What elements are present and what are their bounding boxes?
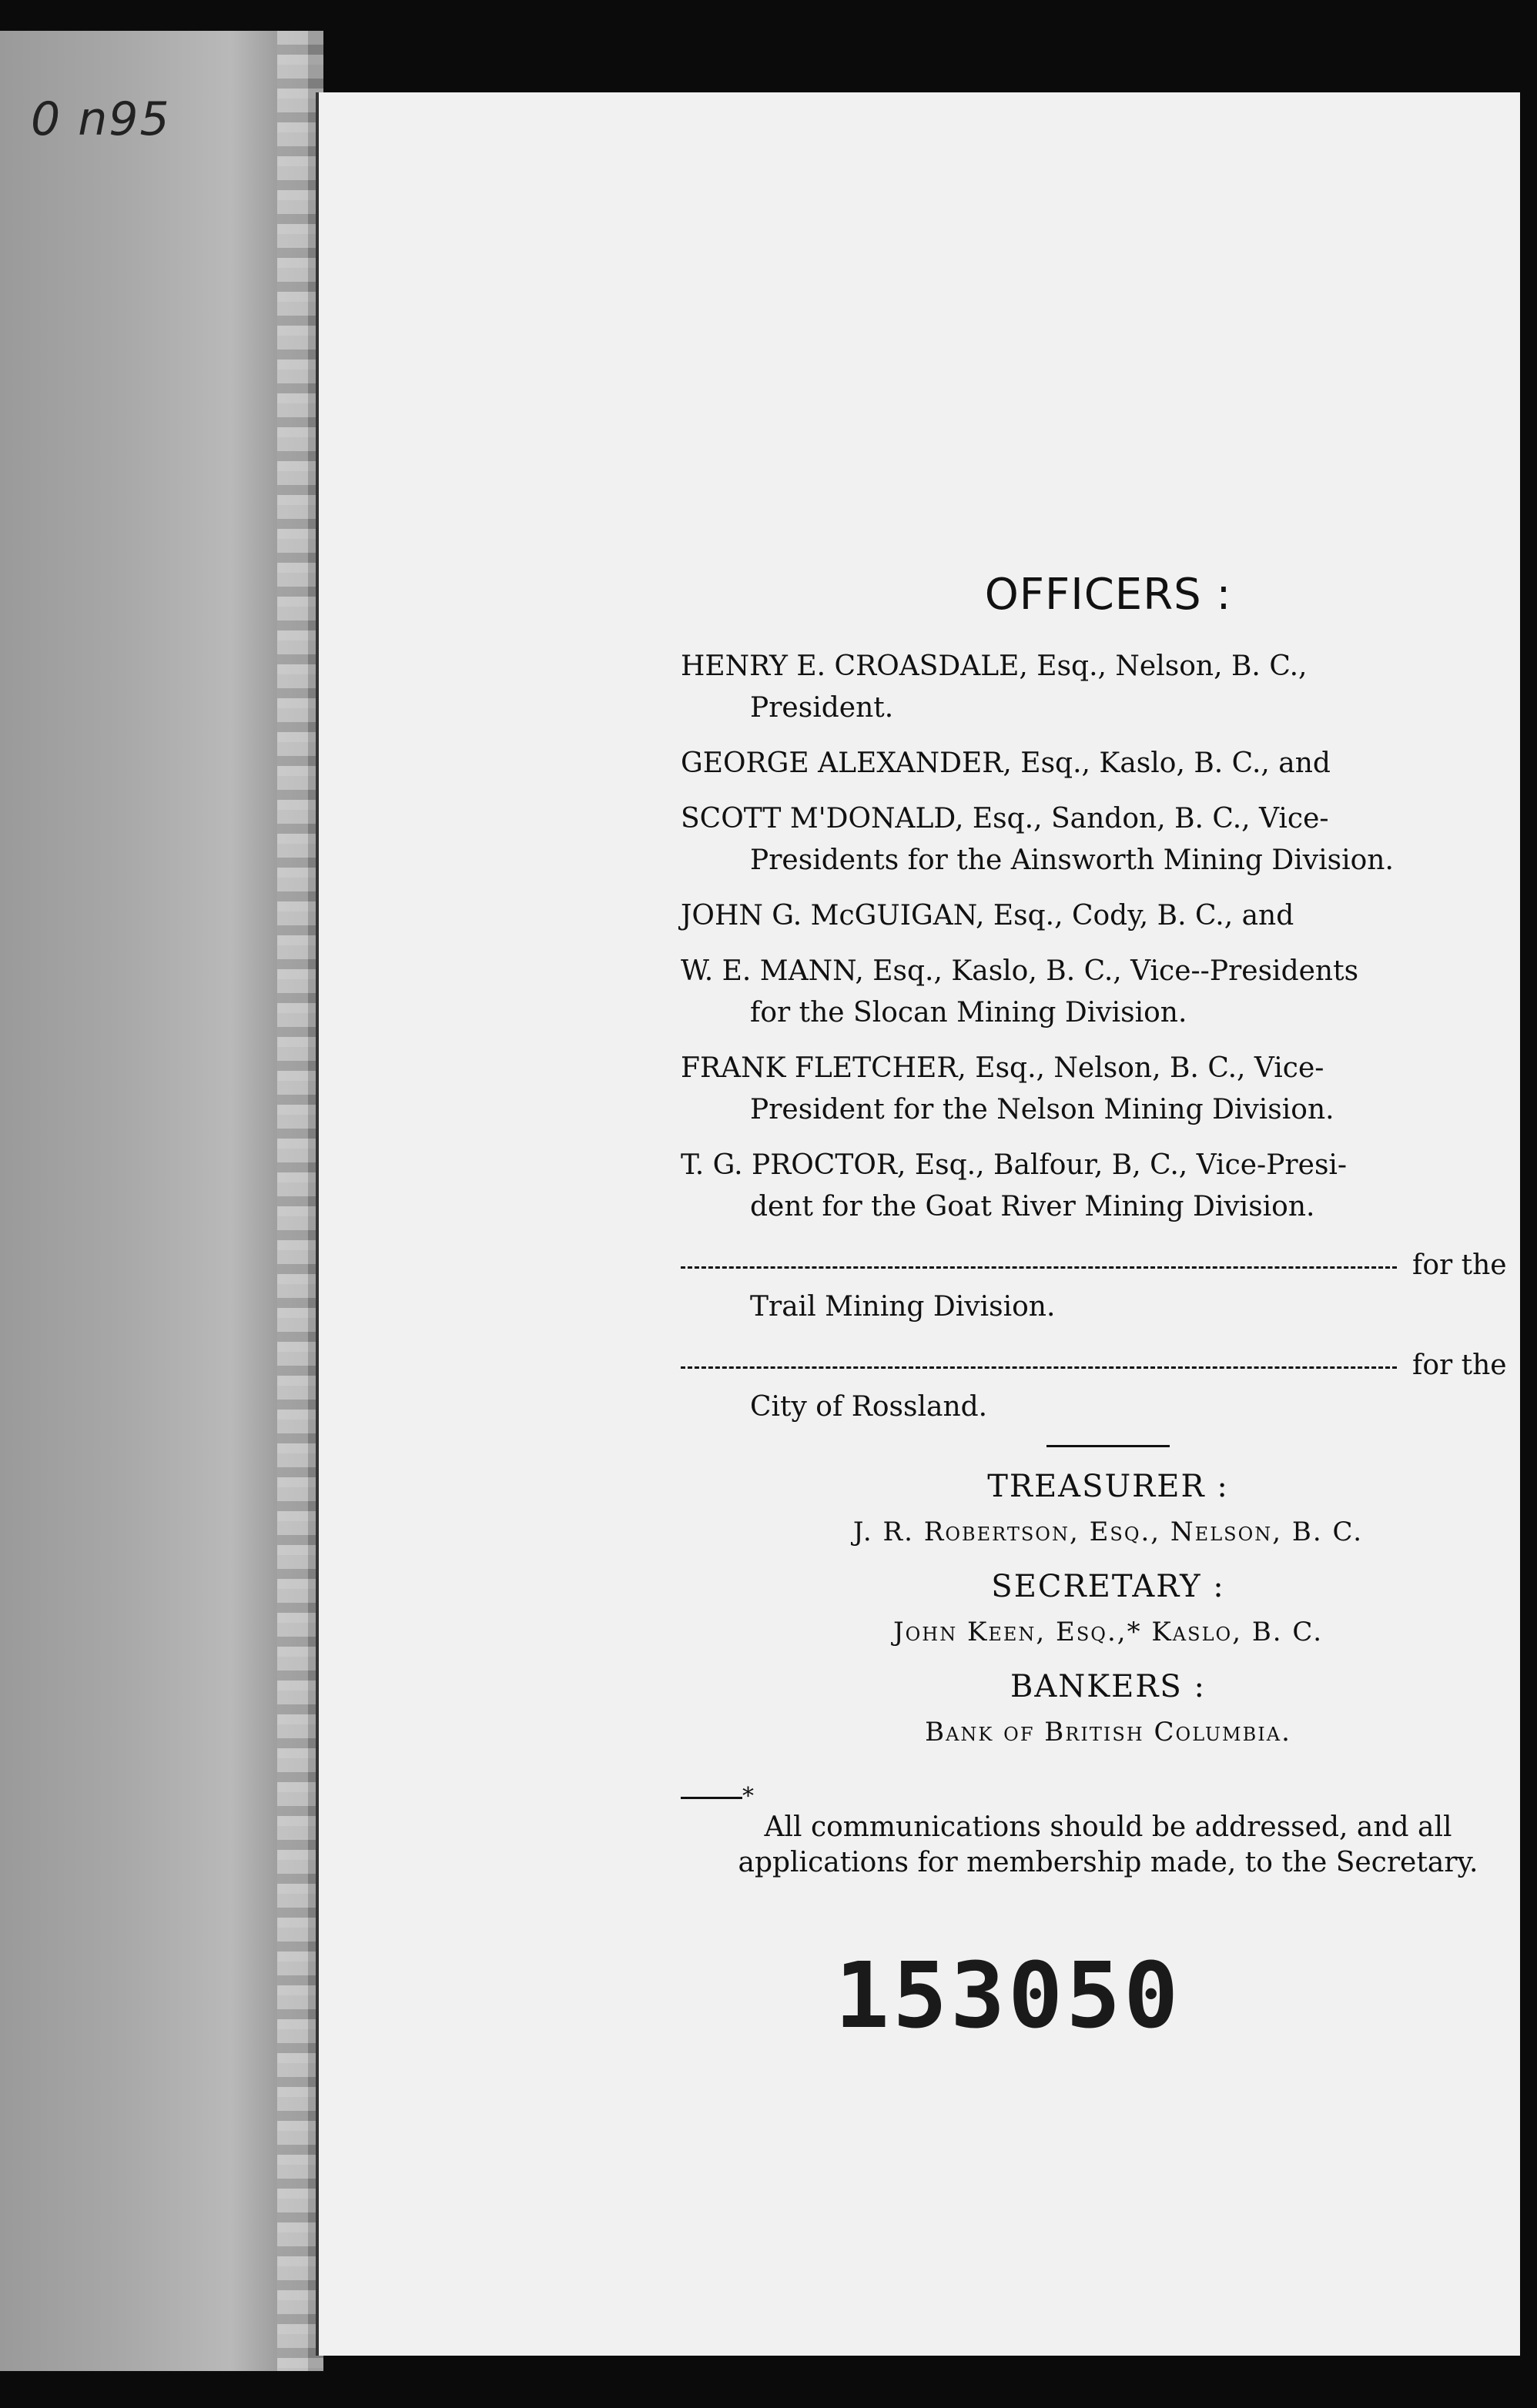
officers-heading: OFFICERS :	[984, 570, 1232, 620]
officer-line: T. G. PROCTOR, Esq., Balfour, B, C., Vice-Presi-	[681, 1149, 1348, 1181]
footnote-marker	[681, 1783, 1535, 1810]
blank-suffix: for the	[1412, 1349, 1507, 1381]
stamped-number: 153050	[835, 1942, 1182, 2048]
handwritten-note: 0 n95	[31, 92, 171, 146]
bankers-name: Bank of British Columbia.	[925, 1717, 1291, 1747]
blank-line-continued: City of Rossland.	[750, 1391, 988, 1423]
officer-line-continued: for the Slocan Mining Division.	[750, 997, 1187, 1028]
blank-dashes	[681, 1266, 1397, 1269]
blank-dashes	[681, 1366, 1397, 1369]
blank-officer-entry	[681, 1345, 1535, 1428]
officer-line-continued: Presidents for the Ainsworth Mining Division.	[750, 844, 1394, 876]
bankers-heading: BANKERS :	[1010, 1669, 1207, 1704]
officer-entry	[681, 1048, 1535, 1131]
officer-line-continued: dent for the Goat River Mining Division.	[750, 1191, 1315, 1222]
officer-line: FRANK FLETCHER, Esq., Nelson, B. C., Vice-	[681, 1052, 1324, 1084]
page-content	[681, 570, 1535, 2048]
footnote-text: All communications should be addressed, and all applications for membership made, to the Secretary.	[738, 1811, 1478, 1878]
officer-entry	[681, 743, 1535, 784]
officer-line-continued: President.	[750, 692, 894, 724]
officer-entry	[681, 895, 1535, 937]
section-divider	[1046, 1445, 1170, 1447]
officer-line: SCOTT M'DONALD, Esq., Sandon, B. C., Vice-	[681, 803, 1329, 834]
officer-line: JOHN G. McGUIGAN, Esq., Cody, B. C., and	[681, 900, 1294, 931]
officer-line: W. E. MANN, Esq., Kaslo, B. C., Vice--Presidents	[681, 955, 1359, 987]
document-page	[316, 92, 1520, 2356]
officer-entry	[681, 798, 1535, 881]
blank-line-continued: Trail Mining Division.	[750, 1291, 1056, 1323]
blank-officer-entry	[681, 1245, 1535, 1328]
treasurer-heading: TREASURER :	[987, 1469, 1229, 1504]
officer-line: HENRY E. CROASDALE, Esq., Nelson, B. C.,	[681, 650, 1308, 682]
secretary-name: John Keen, Esq.,* Kaslo, B. C.	[892, 1617, 1324, 1647]
secretary-heading: SECRETARY :	[991, 1569, 1225, 1604]
officer-line: GEORGE ALEXANDER, Esq., Kaslo, B. C., and	[681, 747, 1331, 779]
footnote-asterisk: *	[742, 1783, 754, 1810]
officer-entry	[681, 951, 1535, 1034]
footnote-rule	[681, 1797, 742, 1799]
torn-cover	[0, 31, 308, 2371]
treasurer-name: J. R. Robertson, Esq., Nelson, B. C.	[852, 1517, 1364, 1547]
officer-entry	[681, 646, 1535, 729]
blank-suffix: for the	[1412, 1249, 1507, 1281]
officer-line-continued: President for the Nelson Mining Division.	[750, 1094, 1334, 1125]
officer-entry	[681, 1145, 1535, 1228]
